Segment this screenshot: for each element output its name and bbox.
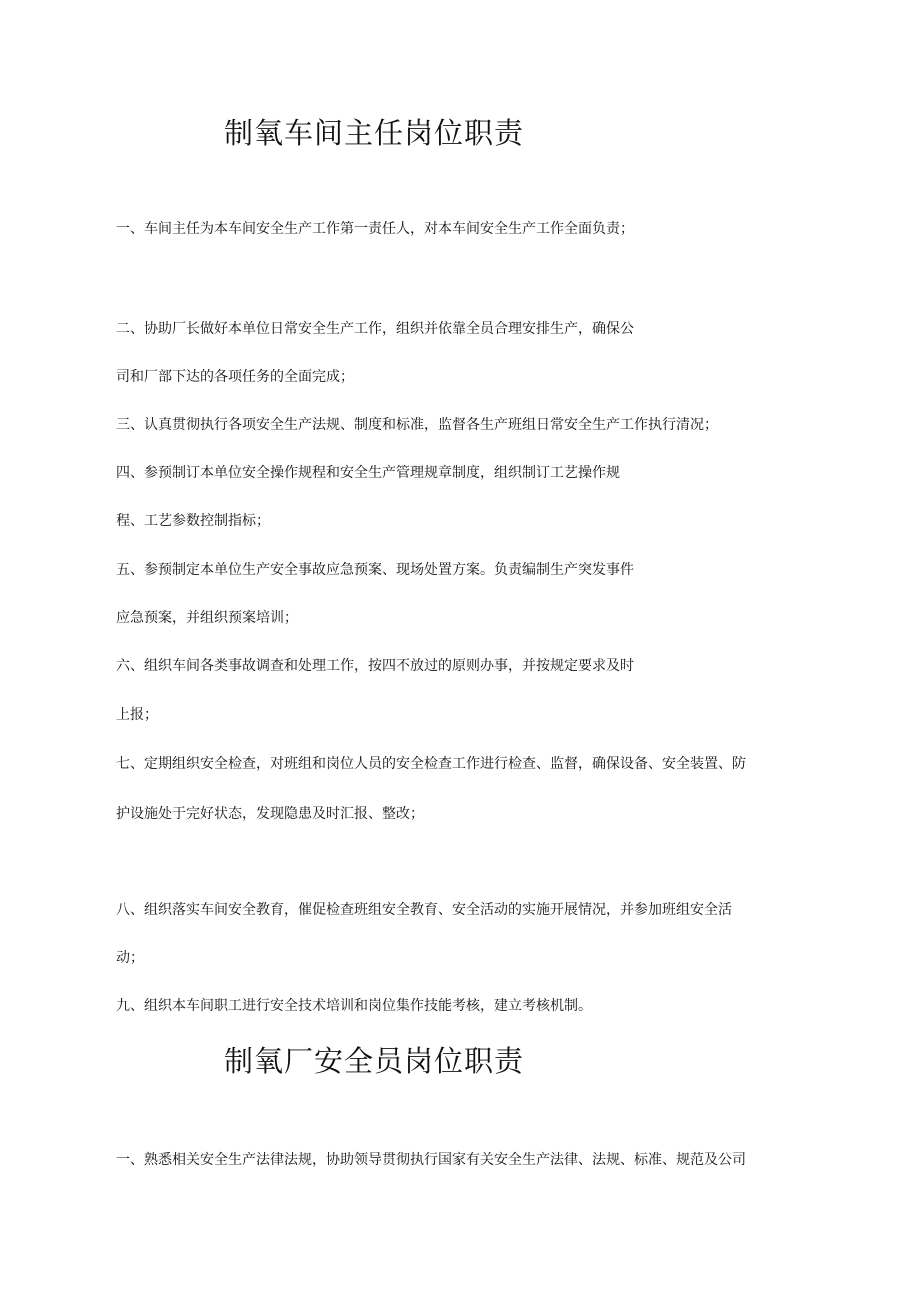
duty-line-4-cont: 程、工艺参数控制指标； xyxy=(116,513,270,529)
duty-line-5: 五、参预制定本单位生产安全事故应急预案、现场处置方案。负责编制生产突发事件 xyxy=(116,562,634,578)
duty-line-7: 七、定期组织安全检查，对班组和岗位人员的安全检查工作进行检查、监督，确保设备、安全装置、防 xyxy=(116,756,746,772)
duty-line-1: 一、车间主任为本车间安全生产工作第一责任人，对本车间安全生产工作全面负责； xyxy=(116,221,634,237)
duty-line-7-cont: 护设施处于完好状态，发现隐患及时汇报、整改； xyxy=(116,806,424,822)
safety-duty-line-1: 一、熟悉相关安全生产法律法规，协助领导贯彻执行国家有关安全生产法律、法规、标准、规范及公司 xyxy=(116,1152,746,1168)
duty-line-4: 四、参预制订本单位安全操作规程和安全生产管理规章制度，组织制订工艺操作规 xyxy=(116,465,620,481)
duty-line-2-cont: 司和厂部下达的各项任务的全面完成； xyxy=(116,369,354,385)
duty-line-6-cont: 上报； xyxy=(116,707,158,723)
section-title-safety-officer: 制氧厂安全员岗位职责 xyxy=(224,1044,525,1078)
duty-line-8-cont: 动； xyxy=(116,950,144,966)
duty-line-2: 二、协助厂长做好本单位日常安全生产工作，组织并依靠全员合理安排生产，确保公 xyxy=(116,321,634,337)
duty-line-5-cont: 应急预案，并组织预案培训； xyxy=(116,610,298,626)
section-title-workshop-director: 制氧车间主任岗位职责 xyxy=(224,116,525,150)
duty-line-6: 六、组织车间各类事故调查和处理工作，按四不放过的原则办事，并按规定要求及时 xyxy=(116,658,634,674)
duty-line-9: 九、组织本车间职工进行安全技术培训和岗位集作技能考核，建立考核机制。 xyxy=(116,998,592,1014)
duty-line-8: 八、组织落实车间安全教育，催促检查班组安全教育、安全活动的实施开展情况，并参加班组安全活 xyxy=(116,902,732,918)
duty-line-3: 三、认真贯彻执行各项安全生产法规、制度和标准，监督各生产班组日常安全生产工作执行清况； xyxy=(116,417,718,433)
